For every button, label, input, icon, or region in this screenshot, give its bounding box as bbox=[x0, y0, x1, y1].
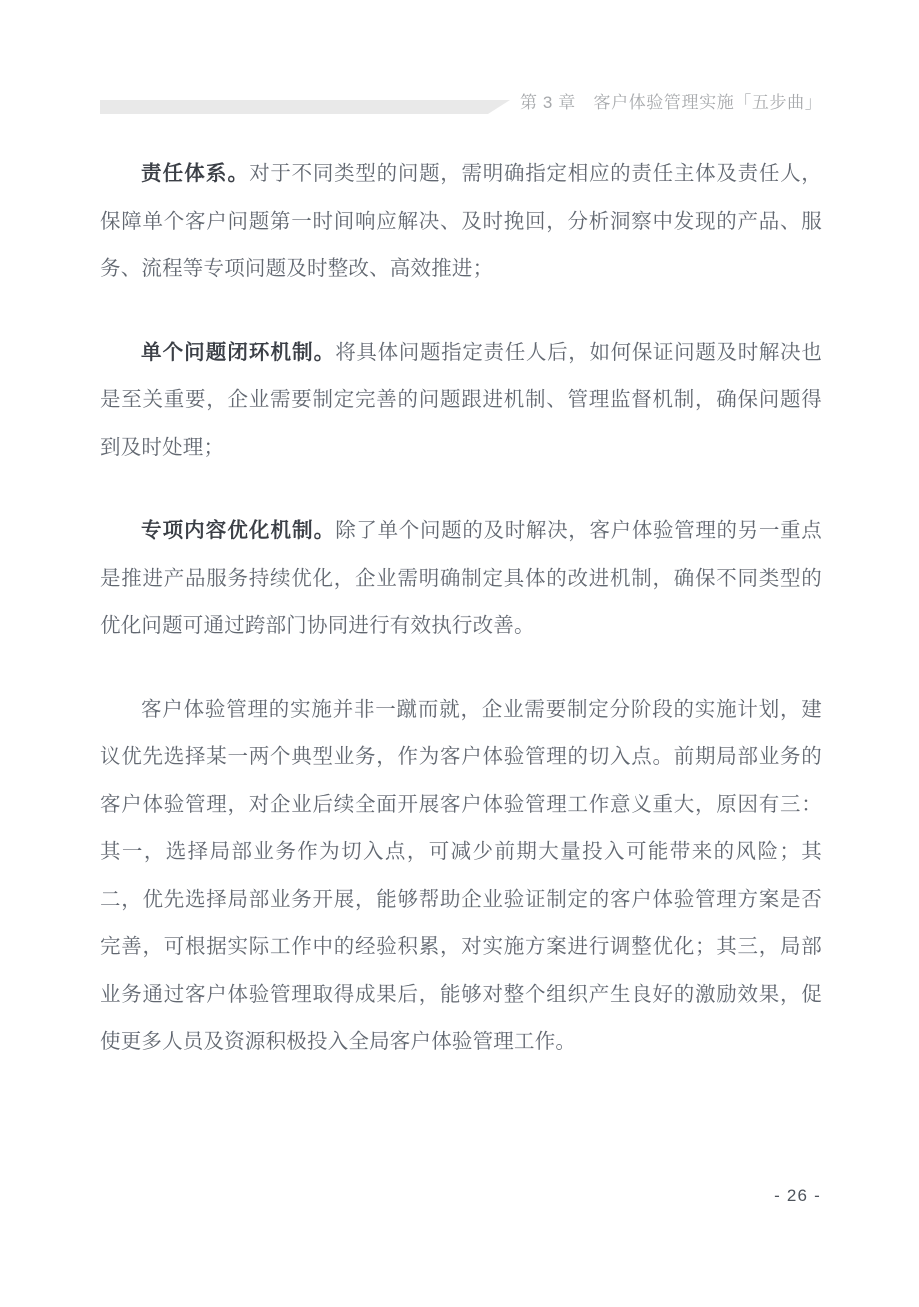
header-decorative-bar bbox=[100, 100, 510, 114]
paragraph-body-text: 客户体验管理的实施并非一蹴而就，企业需要制定分阶段的实施计划，建议优先选择某一两个典型业务，作为客户体验管理的切入点。前期局部业务的客户体验管理，对企业后续全面开展客户体验管理工作意义重大，原因有三：其一，选择局部业务作为切入点，可减少前期大量投入可能带来的风险；其二，优先选择局部业务开展，能够帮助企业验证制定的客户体验管理方案是否完善，可根据实际工作中的经验积累，对实施方案进行调整优化；其三，局部业务通过客户体验管理取得成果后，能够对整个组织产生良好的激励效果，促使更多人员及资源积极投入全局客户体验管理工作。 bbox=[100, 697, 822, 1053]
paragraph-body-text: 对于不同类型的问题，需明确指定相应的责任主体及责任人，保障单个客户问题第一时间响应解决、及时挽回，分析洞察中发现的产品、服务、流程等专项问题及时整改、高效推进； bbox=[100, 162, 823, 280]
paragraph-body-text: 将具体问题指定责任人后，如何保证问题及时解决也是至关重要，企业需要制定完善的问题跟进机制、管理监督机制，确保问题得到及时处理； bbox=[100, 340, 822, 459]
page-number: - 26 - bbox=[774, 1186, 821, 1205]
running-footer bbox=[0, 1186, 919, 1216]
body-content bbox=[100, 150, 822, 1066]
paragraph-lead-label: 专项内容优化机制。 bbox=[141, 519, 336, 542]
paragraph-lead-label: 责任体系。 bbox=[141, 162, 250, 185]
running-header bbox=[0, 88, 919, 122]
paragraph-lead-label: 单个问题闭环机制。 bbox=[141, 340, 336, 364]
paragraph-phased-implementation bbox=[100, 686, 822, 1066]
header-chapter-title: 第 3 章 客户体验管理实施「五步曲」 bbox=[520, 93, 823, 112]
paragraph-body-text: 除了单个问题的及时解决，客户体验管理的另一重点是推进产品服务持续优化，企业需明确制定具体的改进机制，确保不同类型的优化问题可通过跨部门协同进行有效执行改善。 bbox=[100, 519, 822, 637]
paragraph-responsibility-system bbox=[100, 150, 822, 293]
paragraph-single-issue-closed-loop bbox=[100, 329, 822, 472]
paragraph-special-content-optimization bbox=[100, 507, 822, 650]
